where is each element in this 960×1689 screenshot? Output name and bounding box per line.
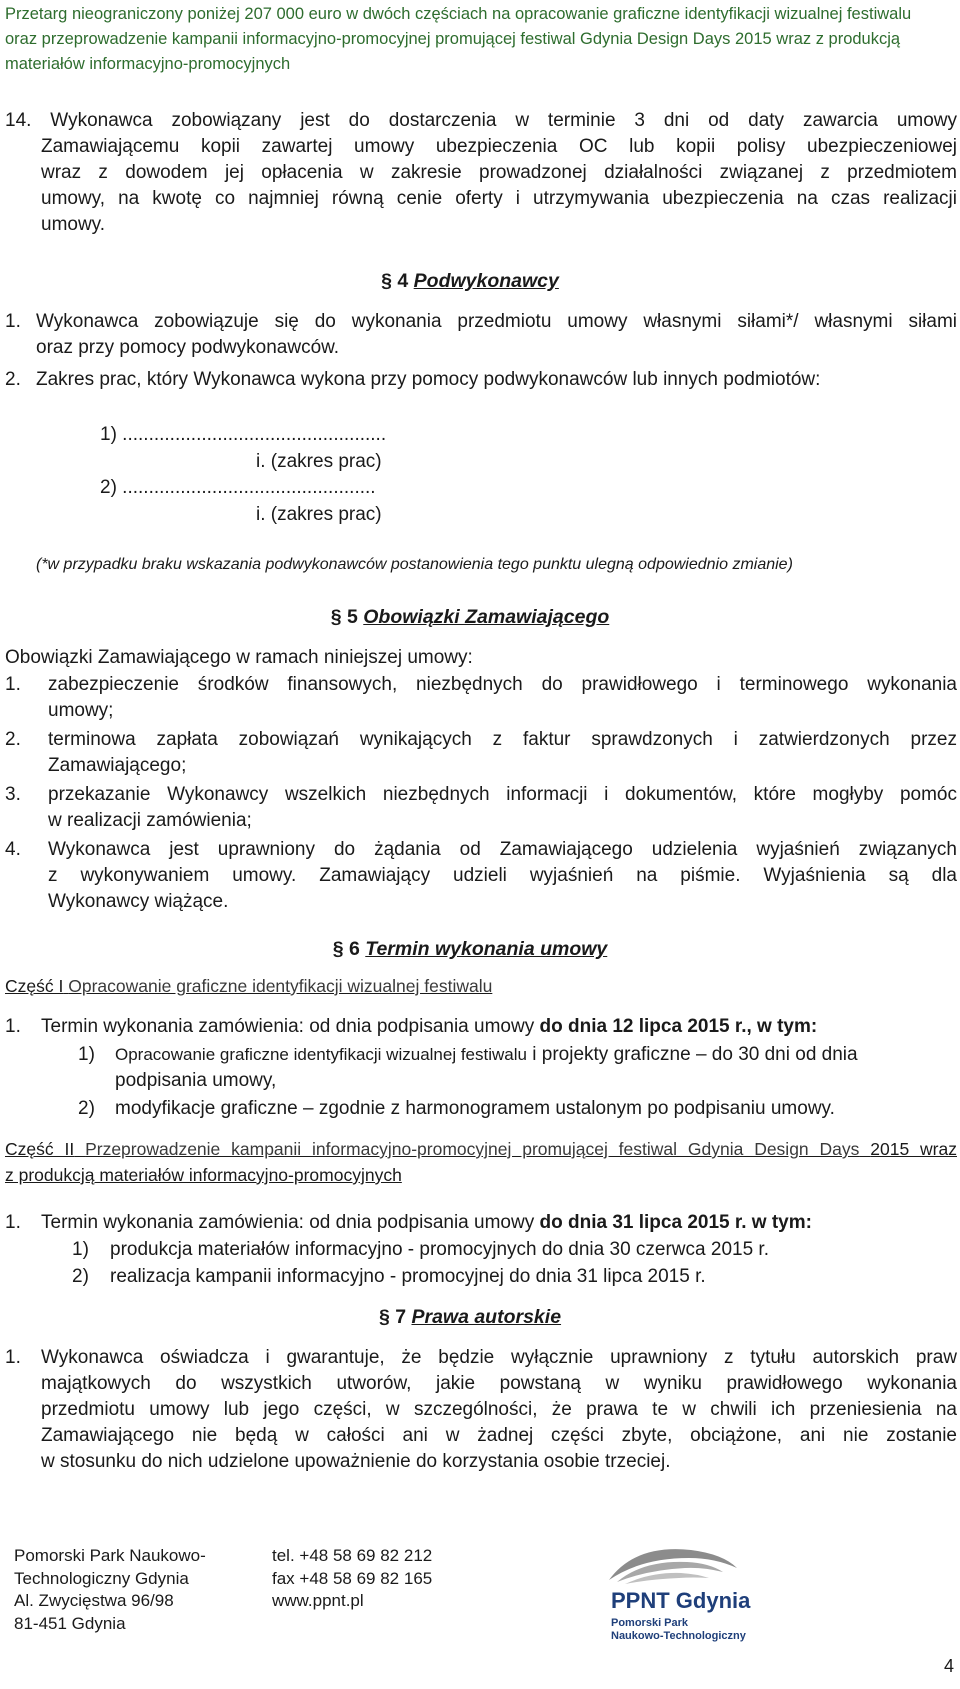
- paragraph-line: Zamawiającemu kopii zawartej umowy ubezpieczenia OC lub kopii polisy ubezpieczeniowej: [41, 136, 957, 157]
- part-2-deadline: [41, 1210, 957, 1236]
- section-4-item-1: [36, 309, 957, 361]
- paragraph-line: w realizacji zamówienia;: [48, 810, 252, 831]
- logo-wordmark: PPNT Gdynia: [611, 1588, 751, 1613]
- ppnt-logo: [605, 1546, 775, 1644]
- section-5-item-2: [48, 727, 957, 779]
- section-title-text: Podwykonawcy: [413, 270, 559, 292]
- list-number: 1): [78, 1044, 95, 1065]
- list-number: 2): [78, 1098, 95, 1119]
- paragraph-line: umowy.: [41, 214, 106, 235]
- paragraph-line: zabezpieczenie środków finansowych, niezbędnych do prawidłowego i terminowego wykonania: [48, 674, 957, 695]
- section-7-title: [0, 1304, 950, 1330]
- part-2-subitem-2: realizacja kampanii informacyjno - promocyjnej do dnia 31 lipca 2015 r.: [110, 1266, 706, 1287]
- subitem-text: podpisania umowy,: [115, 1070, 277, 1091]
- section-7-item-1: [41, 1345, 957, 1475]
- part-title: z produkcją materiałów informacyjno-promocyjnych: [5, 1165, 402, 1185]
- part-1-subitem-2: modyfikacje graficzne – zgodnie z harmonogramem ustalonym po podpisaniu umowy.: [115, 1098, 835, 1119]
- section-title-text: Termin wykonania umowy: [365, 938, 608, 960]
- header-line: oraz przeprowadzenie kampanii informacyjno-promocyjnej promującej festiwal Gdynia Design Days 2015 wraz z produkcją: [5, 30, 901, 48]
- list-number: 4.: [5, 839, 21, 860]
- section-5-item-4: [48, 837, 957, 915]
- paragraph-line: majątkowych do wszystkich utworów, jakie powstaną w wyniku prawidłowego wykonania: [41, 1373, 957, 1394]
- paragraph-14: [5, 108, 957, 238]
- part-title: Opracowanie graficzne identyfikacji wizualnej festiwalu: [68, 976, 493, 996]
- paragraph-line: umowy;: [48, 700, 114, 721]
- part-label: Część I: [5, 976, 64, 996]
- subitem-text: Opracowanie graficzne identyfikacji wizualnej festiwalu: [115, 1045, 527, 1064]
- deadline-date: do dnia 31 lipca 2015 r. w tym:: [539, 1212, 812, 1233]
- section-title-text: Obowiązki Zamawiającego: [363, 606, 610, 628]
- paragraph-line: Wykonawca oświadcza i gwarantuje, że będzie wyłącznie uprawniony z tytułu autorskich praw: [41, 1347, 957, 1368]
- paragraph-line: przedmiotu umowy lub jego części, w szczególności, że prawa te w chwili ich przeniesienia na: [41, 1399, 957, 1420]
- fax-number: fax +48 58 69 82 165: [272, 1568, 433, 1588]
- paragraph-line: 14. Wykonawca zobowiązany jest do dostarczenia w terminie 3 dni od daty zawarcia umowy: [5, 110, 957, 131]
- logo-subtitle: Naukowo-Technologiczny: [611, 1630, 746, 1642]
- paragraph-line: w stosunku do nich udzielone upoważnienie do korzystania osobie trzeciej.: [41, 1451, 671, 1472]
- section-sign: § 4: [381, 270, 409, 292]
- paragraph-line: przekazanie Wykonawcy wszelkich niezbędnych informacji i dokumentów, które mogłyby pomóc: [48, 784, 957, 805]
- address-line: Technologiczny Gdynia: [14, 1568, 189, 1588]
- scope-label-2: i. (zakres prac): [256, 504, 382, 525]
- section-5-title: [0, 604, 950, 630]
- subitem-text: i projekty graficzne – do 30 dni od dnia: [526, 1044, 858, 1065]
- paragraph-line: Zamawiającego;: [48, 755, 187, 776]
- part-label: Część II: [5, 1139, 75, 1159]
- section-4-title: [0, 268, 950, 294]
- section-4-item-2: Zakres prac, który Wykonawca wykona przy pomocy podwykonawców lub innych podmiotów:: [36, 369, 821, 390]
- list-number: 1.: [5, 311, 21, 332]
- list-number: 2.: [5, 369, 21, 390]
- address-line: Al. Zwycięstwa 96/98: [14, 1591, 174, 1610]
- part-title: Przeprowadzenie kampanii informacyjno-promocyjnej promującej festiwal Gdynia Design Days: [85, 1139, 860, 1159]
- ppnt-logo-graphic: [605, 1546, 775, 1644]
- header-line: materiałów informacyjno-promocyjnych: [5, 55, 291, 73]
- section-5-item-1: [48, 672, 957, 724]
- paragraph-line: terminowa zapłata zobowiązań wynikających z faktur sprawdzonych i zatwierdzonych przez: [48, 729, 957, 750]
- document-header: [5, 2, 957, 77]
- part-1-subitem-1: [115, 1042, 957, 1094]
- logo-subtitle: Pomorski Park: [611, 1617, 689, 1629]
- section-sign: § 5: [330, 606, 358, 628]
- footer-contact: [272, 1545, 432, 1613]
- paragraph-line: z wykonywaniem umowy. Zamawiający udzieli wyjaśnień na piśmie. Wyjaśnienia są dla: [48, 865, 957, 886]
- section-6-title: [0, 936, 950, 962]
- section-sign: § 6: [332, 938, 360, 960]
- deadline-date: do dnia 12 lipca 2015 r., w tym:: [539, 1016, 818, 1037]
- phone-number: tel. +48 58 69 82 212: [272, 1546, 433, 1565]
- part-title: 2015 wraz: [870, 1139, 957, 1159]
- paragraph-line: umowy, na kwotę co najmniej równą cenie oferty i utrzymywania ubezpieczenia na czas realizacji: [41, 188, 957, 209]
- paragraph-line: Wykonawcy wiążące.: [48, 891, 229, 912]
- footer-address: [14, 1545, 206, 1635]
- list-number: 3.: [5, 784, 21, 805]
- paragraph-line: Wykonawca zobowiązuje się do wykonania przedmiotu umowy własnymi siłami*/ własnymi siłami: [36, 311, 957, 332]
- paragraph-line: Wykonawca jest uprawniony do żądania od Zamawiającego udzielenia wyjaśnień związanych: [48, 839, 957, 860]
- list-number: 1.: [5, 1347, 21, 1368]
- address-line: Pomorski Park Naukowo-: [14, 1546, 206, 1565]
- list-number: 1.: [5, 1016, 21, 1037]
- list-number: 1.: [5, 1212, 21, 1233]
- paragraph-line: wraz z dowodem jej opłacenia w zakresie prowadzonej działalności związanej z przedmiotem: [41, 162, 957, 183]
- page-number: 4: [943, 1656, 954, 1676]
- part-2-heading: [5, 1136, 957, 1188]
- scope-label-1: i. (zakres prac): [256, 451, 382, 472]
- footnote: (*w przypadku braku wskazania podwykonawców postanowienia tego punktu ulegną odpowiednio zmianie): [36, 556, 793, 573]
- paragraph-line: Zamawiającego nie będą w całości ani w żadnej części zbyte, obciążone, ani nie zostanie: [41, 1425, 957, 1446]
- deadline-text: Termin wykonania zamówienia: od dnia podpisania umowy: [41, 1212, 540, 1233]
- list-number: 1): [72, 1239, 89, 1260]
- address-line: 81-451 Gdynia: [14, 1613, 126, 1633]
- subcontractor-line-1: 1) ..................................................: [100, 424, 387, 445]
- section-5-item-3: [48, 782, 957, 834]
- part-2-subitem-1: produkcja materiałów informacyjno - promocyjnych do dnia 30 czerwca 2015 r.: [110, 1239, 769, 1260]
- logo-arc-mark: [609, 1549, 737, 1584]
- deadline-text: Termin wykonania zamówienia: od dnia podpisania umowy: [41, 1016, 540, 1037]
- section-sign: § 7: [378, 1306, 407, 1328]
- section-title-text: Prawa autorskie: [411, 1306, 562, 1328]
- list-number: 1.: [5, 674, 21, 695]
- paragraph-line: oraz przy pomocy podwykonawców.: [36, 337, 340, 358]
- subcontractor-line-2: 2) ................................................: [100, 477, 376, 498]
- section-5-intro: Obowiązki Zamawiającego w ramach niniejszej umowy:: [5, 647, 473, 668]
- list-number: 2.: [5, 729, 21, 750]
- part-1-deadline: [41, 1014, 957, 1040]
- header-line: Przetarg nieograniczony poniżej 207 000 euro w dwóch częściach na opracowanie graficzne identyfikacji wizualnej festiwalu: [5, 5, 912, 23]
- list-number: 2): [72, 1266, 89, 1287]
- part-1-heading: [5, 973, 492, 999]
- website-link: www.ppnt.pl: [272, 1591, 364, 1610]
